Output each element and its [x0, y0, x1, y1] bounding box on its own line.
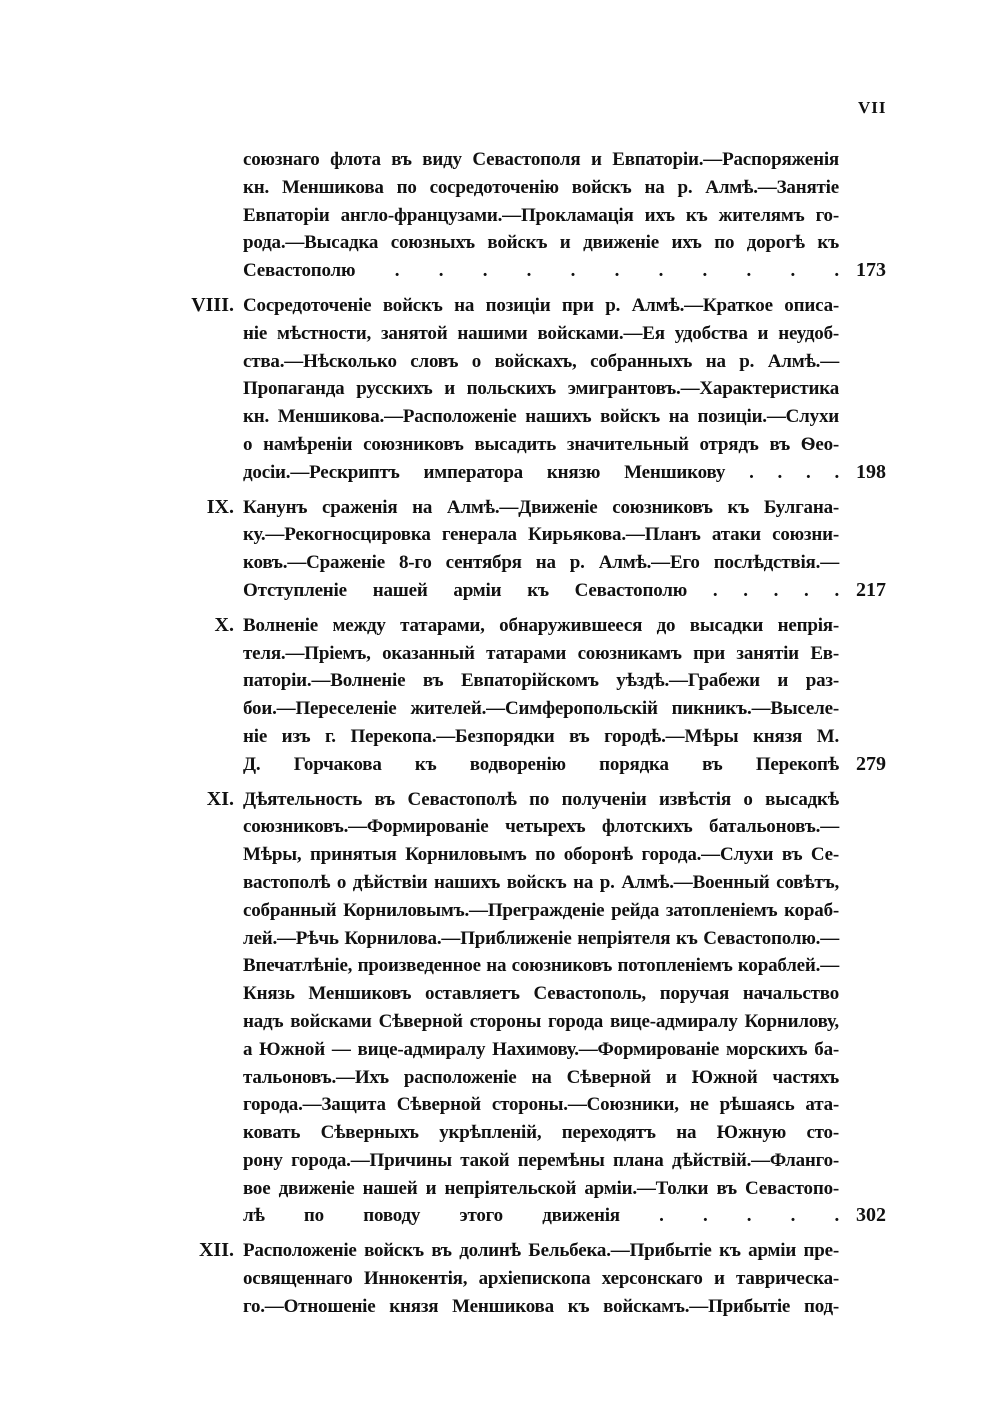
- entry-text-line: ку.—Рекогносцировка генерала Кирьякова.—Планъ атаки союзни-: [243, 524, 839, 546]
- chapter-numeral: X.: [214, 613, 234, 636]
- entry-text-line: вастополѣ о дѣйствіи нашихъ войскъ на р. Алмѣ.—Военный совѣтъ,: [243, 871, 839, 893]
- entry-text-line: надъ войсками Сѣверной стороны города вице-адмиралу Корнилову,: [243, 1010, 839, 1032]
- chapter-numeral: XI.: [206, 787, 234, 810]
- entry-text-line: вое движеніе нашей и непріятельской арміи.—Толки въ Севастопо-: [243, 1177, 839, 1199]
- toc-entry: [0, 786, 1000, 1231]
- entry-text-line: союзниковъ.—Формированіе четырехъ флотскихъ батальоновъ.—: [243, 816, 839, 838]
- toc-entry: [0, 612, 1000, 779]
- entry-text-line: досіи.—Рескриптъ императора князю Меншикову . . . .: [243, 461, 839, 483]
- entry-text-line: города.—Защита Сѣверной стороны.—Союзники, не рѣшаясь ата-: [243, 1094, 839, 1116]
- entry-text-line: а Южной — вице-адмиралу Нахимову.—Формированіе морскихъ ба-: [243, 1038, 839, 1060]
- entry-text-line: союзнаго флота въ виду Севастополя и Евпаторіи.—Распоряженія: [243, 149, 839, 170]
- entry-text-line: бои.—Переселеніе жителей.—Симферопольскій пикникъ.—Выселе-: [243, 698, 839, 720]
- entry-text-line: кн. Меншикова.—Расположеніе нашихъ войскъ на позиціи.—Слухи: [243, 406, 839, 428]
- page-number: 302: [856, 1204, 886, 1227]
- entry-text-line: Впечатлѣніе, произведенное на союзниковъ потопленіемъ кораблей.—: [243, 955, 839, 977]
- entry-text-line: Князь Меншиковъ оставляетъ Севастополь, поручая начальство: [243, 983, 839, 1005]
- chapter-numeral: XII.: [198, 1239, 234, 1262]
- entry-text-line: ніе мѣстности, занятой нашими войсками.—Ея удобства и неудоб-: [243, 322, 839, 344]
- entry-text-line: паторіи.—Волненіе въ Евпаторійскомъ уѣздѣ.—Грабежи и раз-: [243, 670, 839, 692]
- entry-text-line: собранный Корниловымъ.—Преграждeніе рейда затопленіемъ кораб-: [243, 899, 839, 921]
- entry-text-line: Волненіе между татарами, обнаружившееся до высадки непрія-: [243, 614, 839, 636]
- entry-text-line: рону города.—Причины такой перемѣны плана дѣйствій.—Фланго-: [243, 1149, 839, 1171]
- entry-text-line: го.—Отношеніе князя Меншикова къ войскамъ.—Прибытіе под-: [243, 1295, 839, 1317]
- entry-text-line: Сосредоточеніе войскъ на позиціи при р. Алмѣ.—Краткое описа-: [243, 294, 839, 316]
- entry-text-line: освященнаго Иннокентія, архіепископа херсонскаго и таврическа-: [243, 1268, 839, 1290]
- entry-text-line: ковать Сѣверныхъ укрѣпленій, переходятъ на Южную сто-: [243, 1122, 839, 1144]
- entry-text-line: лей.—Рѣчь Корнилова.—Приближеніе непріятеля къ Севастополю.—: [243, 927, 839, 949]
- entry-text-line: Расположеніе войскъ въ долинѣ Бельбека.—Прибытіе къ арміи пре-: [243, 1240, 839, 1262]
- page-number: 279: [856, 752, 886, 775]
- entry-text-line: Севастополю . . . . . . . . . . .: [243, 260, 839, 282]
- entry-text-line: Дѣятельность въ Севастополѣ по полученіи извѣстія о высадкѣ: [243, 788, 839, 810]
- entry-text-line: Отступленіе нашей арміи къ Севастополю . . . . .: [243, 579, 839, 601]
- entry-text-line: Пропаганда русскихъ и польскихъ эмигрантовъ.—Характеристика: [243, 378, 839, 400]
- entry-text-line: кн. Меншикова по сосредоточенію войскъ на р. Алмѣ.—Занятіе: [243, 176, 839, 198]
- toc-entry: [0, 1237, 1000, 1320]
- toc-entry: [0, 494, 1000, 605]
- chapter-numeral: IX.: [206, 495, 234, 518]
- entry-text-line: Канунъ сраженія на Алмѣ.—Движеніе союзниковъ къ Булгана-: [243, 496, 839, 518]
- running-header-page-number: VII: [858, 98, 887, 117]
- page-number: 198: [856, 460, 886, 483]
- chapter-numeral: VIII.: [191, 293, 234, 316]
- entry-text-line: Д. Горчакова къ водворенію порядка въ Перекопѣ: [243, 753, 839, 775]
- entry-text-line: о намѣреніи союзниковъ высадить значительный отрядъ въ Ѳео-: [243, 433, 839, 455]
- toc-entry: [0, 292, 1000, 487]
- entry-text-line: лѣ по поводу этого движенія . . . . .: [243, 1205, 839, 1227]
- toc-entry: [0, 146, 1000, 285]
- entry-text-line: Мѣры, принятыя Корниловымъ по оборонѣ города.—Слухи въ Се-: [243, 844, 839, 866]
- page-number: 173: [856, 259, 886, 282]
- entry-text-line: ніе изъ г. Перекопа.—Безпорядки въ городѣ.—Мѣры князя М.: [243, 725, 839, 747]
- table-of-contents: [0, 146, 1000, 1328]
- page-number: 217: [856, 578, 886, 601]
- entry-text-line: теля.—Пріемъ, оказанный татарами союзникамъ при занятіи Ев-: [243, 642, 839, 664]
- entry-text-line: рода.—Высадка союзныхъ войскъ и движеніе ихъ по дорогѣ къ: [243, 232, 839, 254]
- entry-text-line: ковъ.—Сраженіе 8-го сентября на р. Алмѣ.—Его послѣдствія.—: [243, 552, 839, 574]
- entry-text-line: ства.—Нѣсколько словъ о войскахъ, собранныхъ на р. Алмѣ.—: [243, 350, 839, 372]
- entry-text-line: Евпаторіи англо-французами.—Прокламація ихъ къ жителямъ го-: [243, 204, 839, 226]
- entry-text-line: тальоновъ.—Ихъ расположеніе на Сѣверной и Южной частяхъ: [243, 1066, 839, 1088]
